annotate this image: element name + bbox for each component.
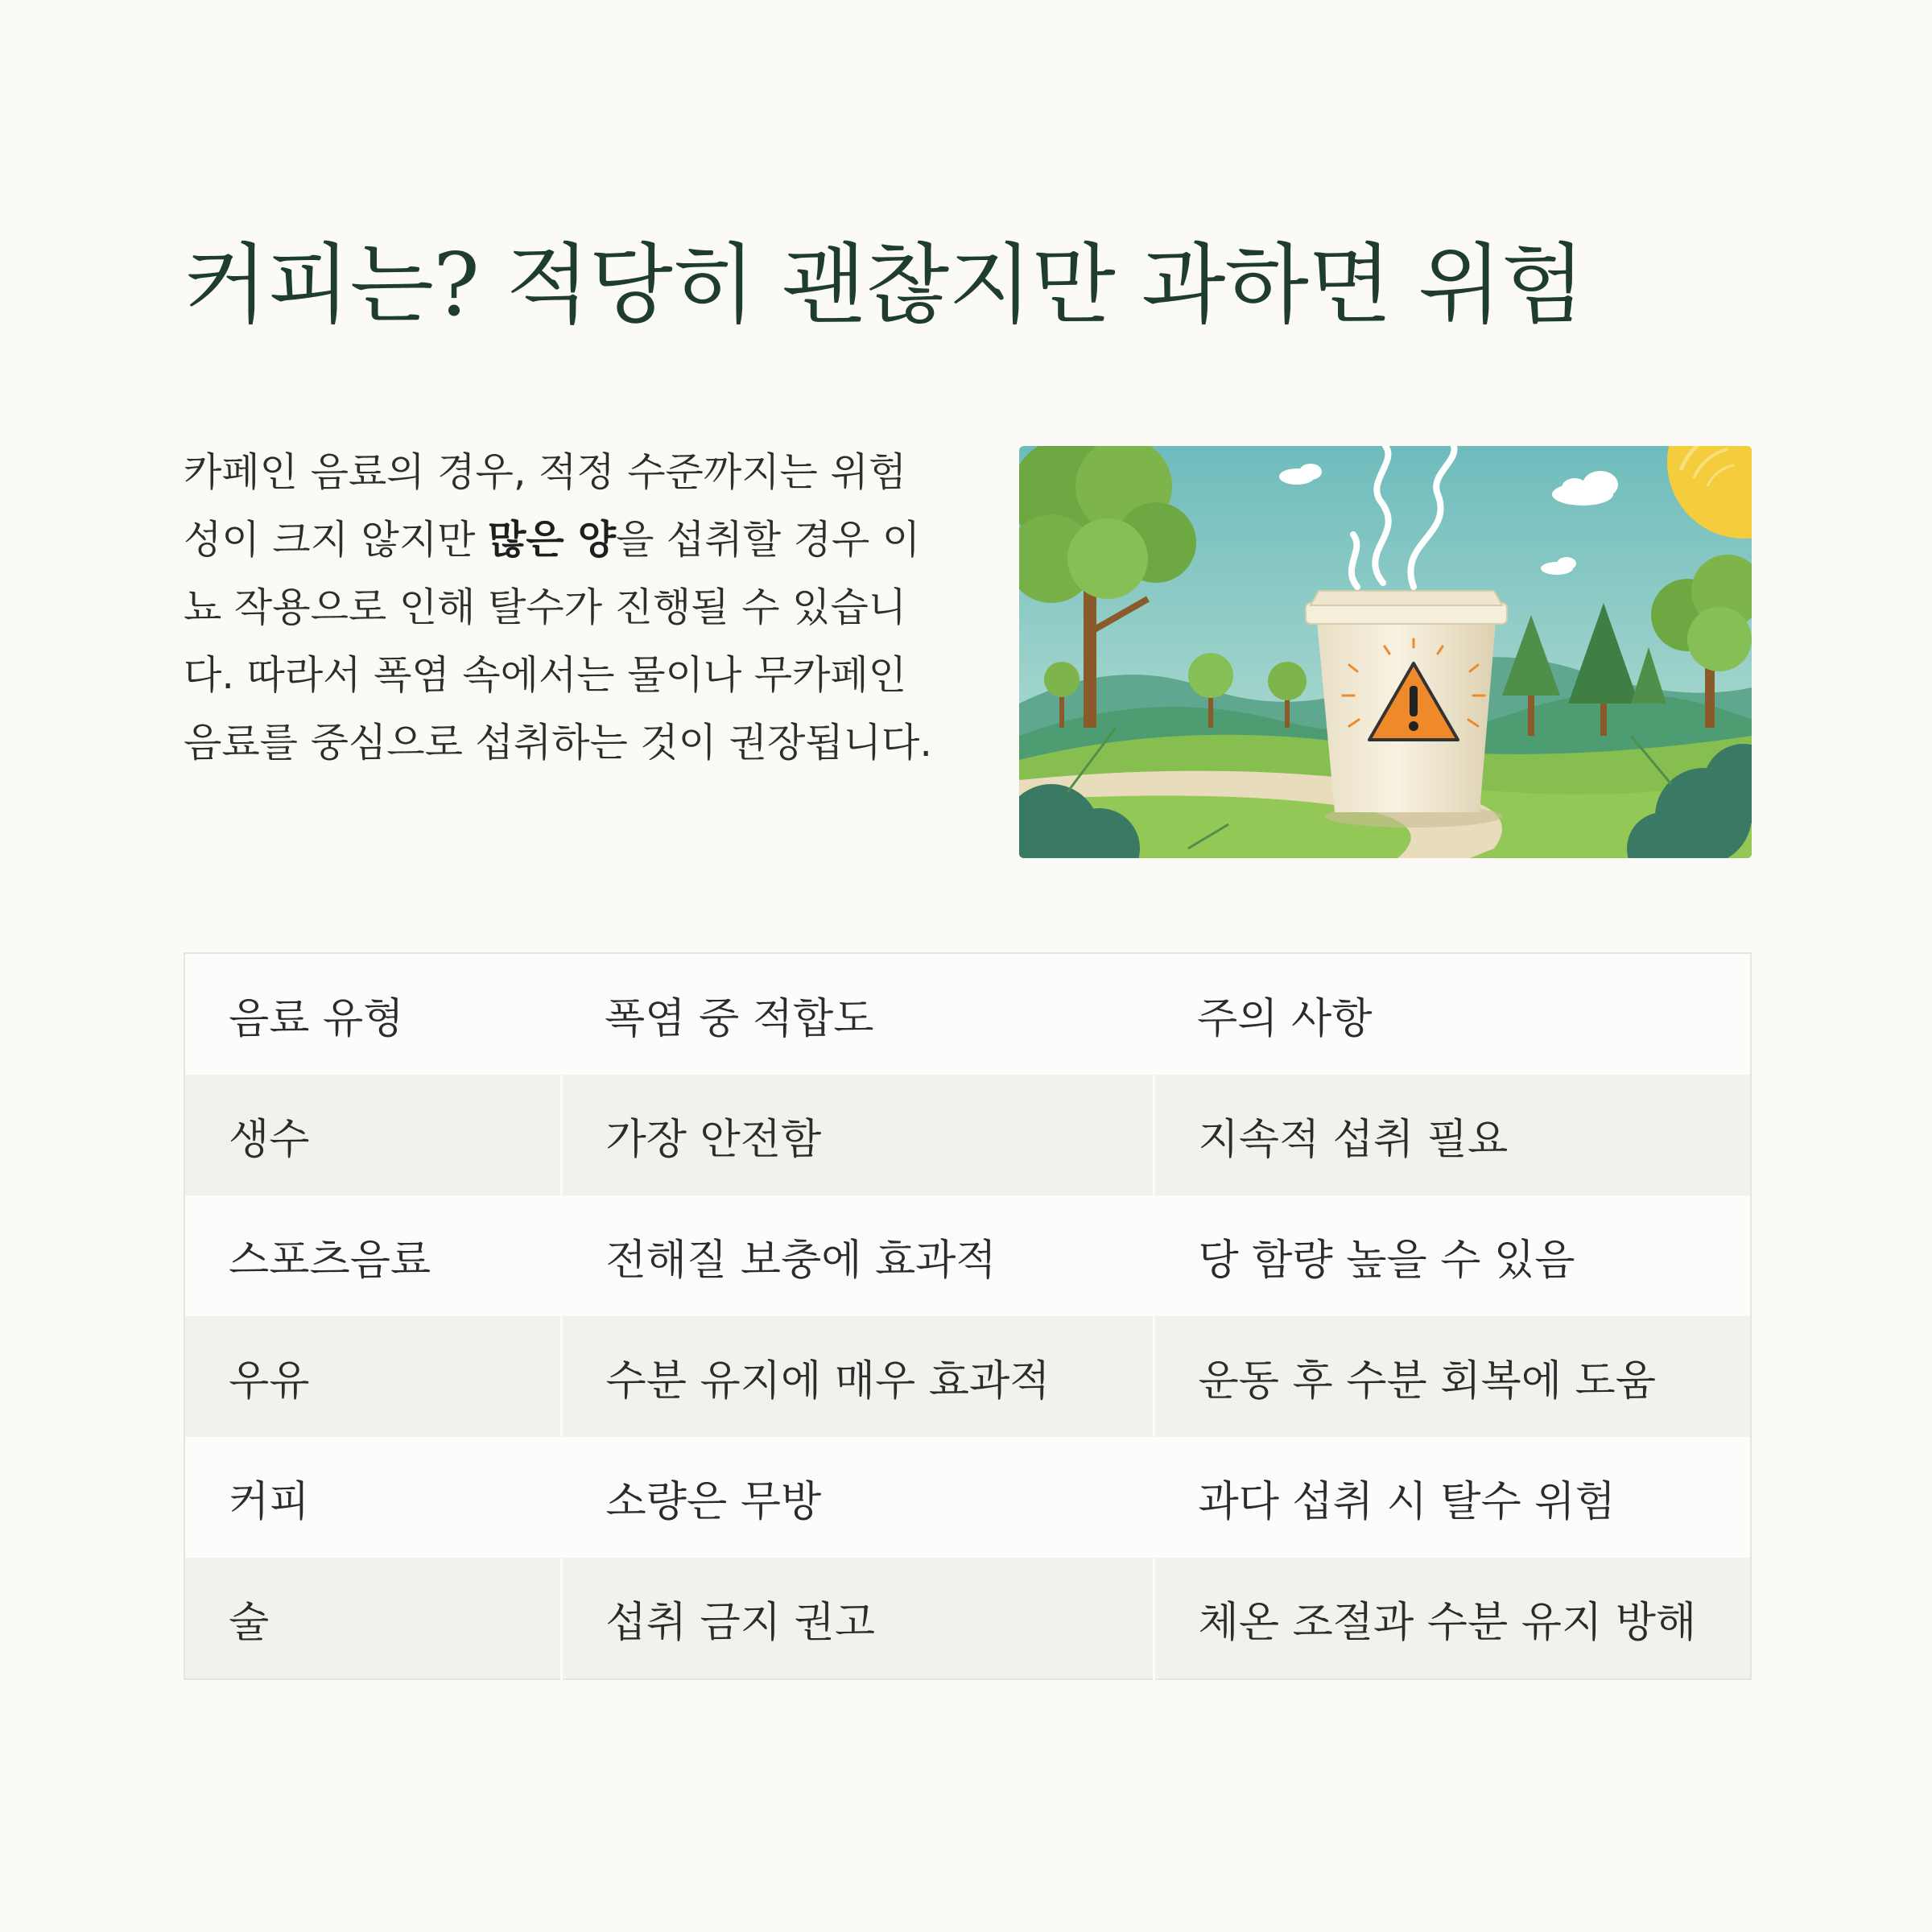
cell-beverage-type: 커피 <box>229 1477 310 1526</box>
table-row <box>184 1316 1751 1437</box>
table-row <box>184 1075 1751 1195</box>
intro-paragraph <box>184 439 940 777</box>
table-row <box>184 1437 1751 1558</box>
cell-caution: 운동 후 수분 회복에 도움 <box>1154 1316 1751 1437</box>
header-caution: 주의 사항 <box>1197 994 1373 1043</box>
cell-caution: 과다 섭취 시 탈수 위험 <box>1154 1437 1751 1558</box>
cell-beverage-type: 우유 <box>229 1356 310 1406</box>
intro-text-after: 을 섭취할 경우 이뇨 작용으로 인해 탈수가 진행될 수 있습니다. 따라서 폭염 속에서는 물이나 무카페인 음료를 중심으로 섭취하는 것이 권장됩니다. <box>184 517 932 766</box>
cell-caution: 지속적 섭취 필요 <box>1154 1075 1751 1195</box>
coffee-cup-icon <box>1306 591 1507 828</box>
intro-emphasis: 많은 양 <box>488 517 617 563</box>
beverage-suitability-table <box>184 952 1752 1680</box>
cell-beverage-type: 스포츠음료 <box>229 1236 431 1285</box>
cell-caution: 당 함량 높을 수 있음 <box>1154 1195 1751 1316</box>
cell-suitability: 가장 안전함 <box>561 1075 1154 1195</box>
header-suitability: 폭염 중 적합도 <box>605 994 874 1043</box>
cell-suitability: 소량은 무방 <box>561 1437 1154 1558</box>
cell-suitability: 수분 유지에 매우 효과적 <box>561 1316 1154 1437</box>
table-row <box>184 1195 1751 1316</box>
table-row <box>184 1558 1751 1679</box>
page-title: 커피는? 적당히 괜찮지만 과하면 위험 <box>184 235 1585 336</box>
cell-suitability: 섭취 금지 권고 <box>561 1558 1154 1679</box>
coffee-warning-illustration <box>1019 446 1752 858</box>
intro-text-before: 카페인 음료의 경우, 적정 수준까지는 위험성이 크지 않지만 <box>184 449 907 563</box>
cell-beverage-type: 생수 <box>229 1115 310 1164</box>
cell-suitability: 전해질 보충에 효과적 <box>561 1195 1154 1316</box>
header-beverage-type: 음료 유형 <box>229 994 404 1043</box>
table-header-row <box>184 953 1751 1075</box>
cell-beverage-type: 술 <box>229 1598 270 1647</box>
cell-caution: 체온 조절과 수분 유지 방해 <box>1154 1558 1751 1679</box>
